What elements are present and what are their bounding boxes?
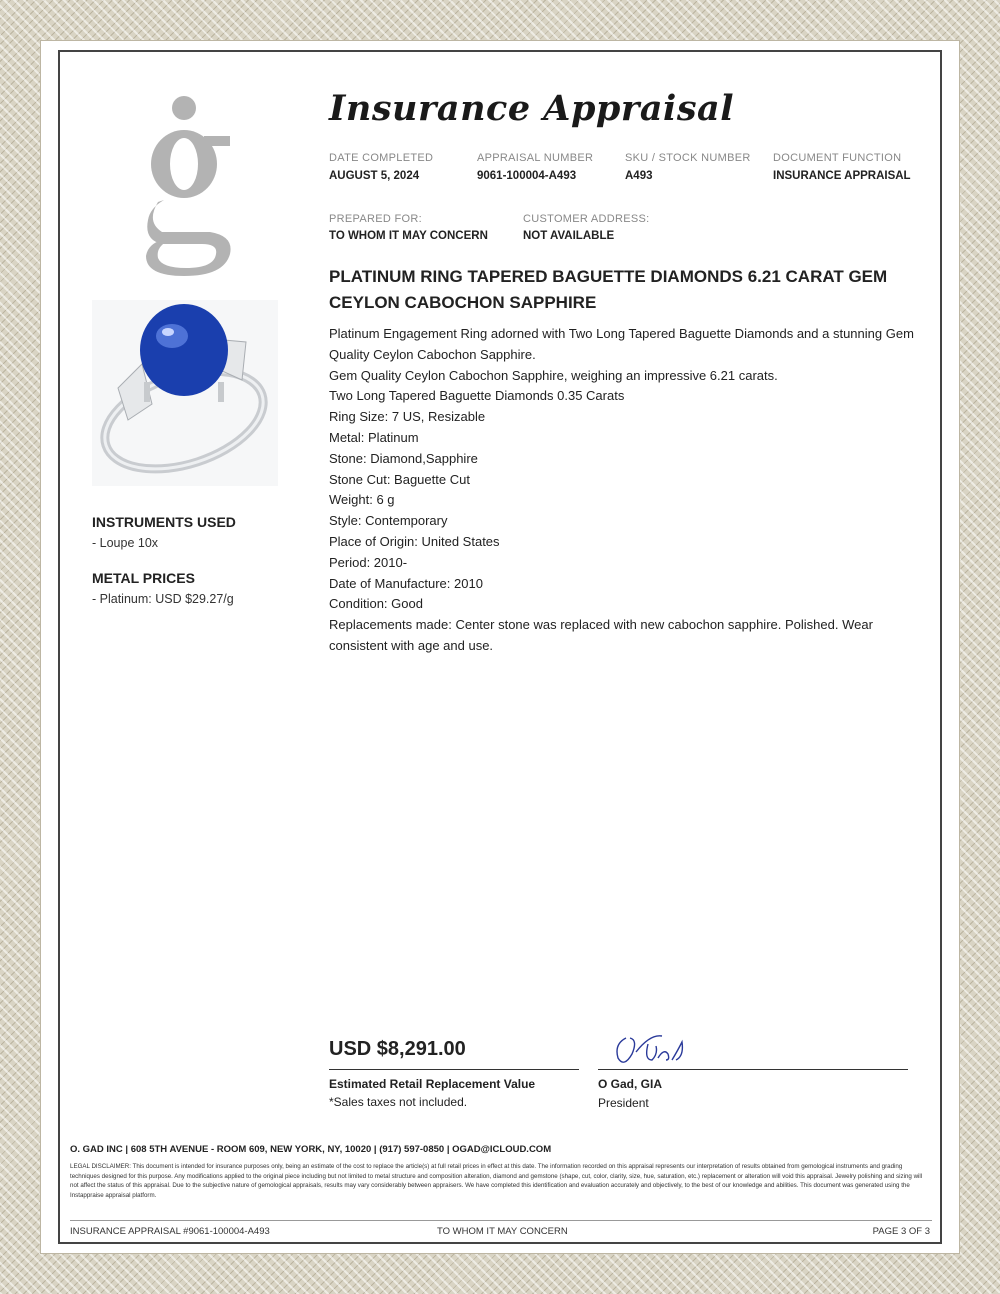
company-info: O. GAD INC | 608 5TH AVENUE - ROOM 609, NEW YORK, NY, 10020 | (917) 597-0850 | OGAD@ICLOUD.COM	[70, 1144, 552, 1155]
replacement-value: USD $8,291.00	[329, 1038, 466, 1060]
customer-address-label: CUSTOMER ADDRESS:	[523, 213, 650, 225]
description-line: Gem Quality Ceylon Cabochon Sapphire, weighing an impressive 6.21 carats.	[329, 367, 778, 383]
description-line: Replacements made: Center stone was replaced with new cabochon sapphire. Polished. Wear consistent with age and use.	[329, 617, 873, 653]
description-line: Period: 2010-	[329, 554, 408, 570]
description-line: Condition: Good	[329, 596, 423, 612]
price-rule	[329, 1069, 579, 1070]
signer-name: O Gad, GIA	[598, 1077, 663, 1091]
item-description	[329, 324, 919, 657]
footer-divider	[70, 1220, 932, 1221]
description-line: Metal: Platinum	[329, 429, 419, 445]
description-line: Stone: Diamond,Sapphire	[329, 450, 478, 466]
date-completed-label: DATE COMPLETED	[329, 152, 434, 164]
replacement-value-label: Estimated Retail Replacement Value	[329, 1077, 536, 1091]
instruments-heading: INSTRUMENTS USED	[92, 514, 236, 530]
ring-image	[92, 300, 278, 486]
sku-value: A493	[625, 170, 653, 182]
instruments-value: - Loupe 10x	[92, 536, 159, 550]
prepared-for-value: TO WHOM IT MAY CONCERN	[329, 230, 488, 242]
description-line: Ring Size: 7 US, Resizable	[329, 409, 486, 425]
item-heading: PLATINUM RING TAPERED BAGUETTE DIAMONDS 6.21 CARAT GEM CEYLON CABOCHON SAPPHIRE	[329, 267, 888, 312]
description-line: Stone Cut: Baguette Cut	[329, 471, 470, 487]
signer-title: President	[598, 1096, 649, 1110]
company-logo-g	[140, 92, 240, 282]
appraisal-number-value: 9061-100004-A493	[477, 170, 577, 182]
description-line: Place of Origin: United States	[329, 533, 500, 549]
legal-disclaimer: LEGAL DISCLAIMER: This document is intended for insurance purposes only, being an estimate of the cost to replace the article(s) at full retail prices in effect at this date. The information recorded on this appraisal represents our interpretation of results obtained from gemological instruments and grading techniques designed for this purpose. Any modifications applied to the original piece including but not limited to metal structure and composition alteration, diamond and gemstone (shape, cut, color, clarity, size, hue, saturation, etc.) replacement or alteration will void this appraisal. Jewelry polishing and sizing will not affect the status of this appraisal. Due to the subjective nature of gemological appraisals, results may vary considerably between appraisers. We have completed this identification and evaluation accurately and objectively, to the best of our knowledge and abilities. This document was generated using the Instappraise appraisal platform.	[70, 1163, 923, 1199]
description-line: Date of Manufacture: 2010	[329, 575, 483, 591]
footer-appraisal-id: INSURANCE APPRAISAL #9061-100004-A493	[70, 1226, 270, 1237]
metal-prices-heading: METAL PRICES	[92, 570, 195, 586]
description-line: Platinum Engagement Ring adorned with Two Long Tapered Baguette Diamonds and a stunning Gem Quality Ceylon Cabochon Sapphire.	[329, 326, 914, 362]
appraisal-number-label: APPRAISAL NUMBER	[477, 152, 594, 164]
date-completed-value: AUGUST 5, 2024	[329, 170, 420, 182]
description-line: Two Long Tapered Baguette Diamonds 0.35 Carats	[329, 388, 625, 404]
sku-label: SKU / STOCK NUMBER	[625, 152, 751, 164]
signature	[612, 1030, 692, 1070]
metal-prices-value: - Platinum: USD $29.27/g	[92, 592, 234, 606]
prepared-for-label: PREPARED FOR:	[329, 213, 422, 225]
footer-page-number: PAGE 3 OF 3	[872, 1226, 930, 1237]
page-title: Insurance Appraisal	[329, 88, 734, 129]
description-line: Weight: 6 g	[329, 492, 395, 508]
description-line: Style: Contemporary	[329, 513, 448, 529]
signature-rule	[598, 1069, 908, 1070]
sales-tax-note: *Sales taxes not included.	[329, 1095, 468, 1109]
document-function-value: INSURANCE APPRAISAL	[773, 170, 911, 182]
customer-address-value: NOT AVAILABLE	[523, 230, 615, 242]
document-function-label: DOCUMENT FUNCTION	[773, 152, 902, 164]
footer-recipient: TO WHOM IT MAY CONCERN	[437, 1226, 568, 1237]
